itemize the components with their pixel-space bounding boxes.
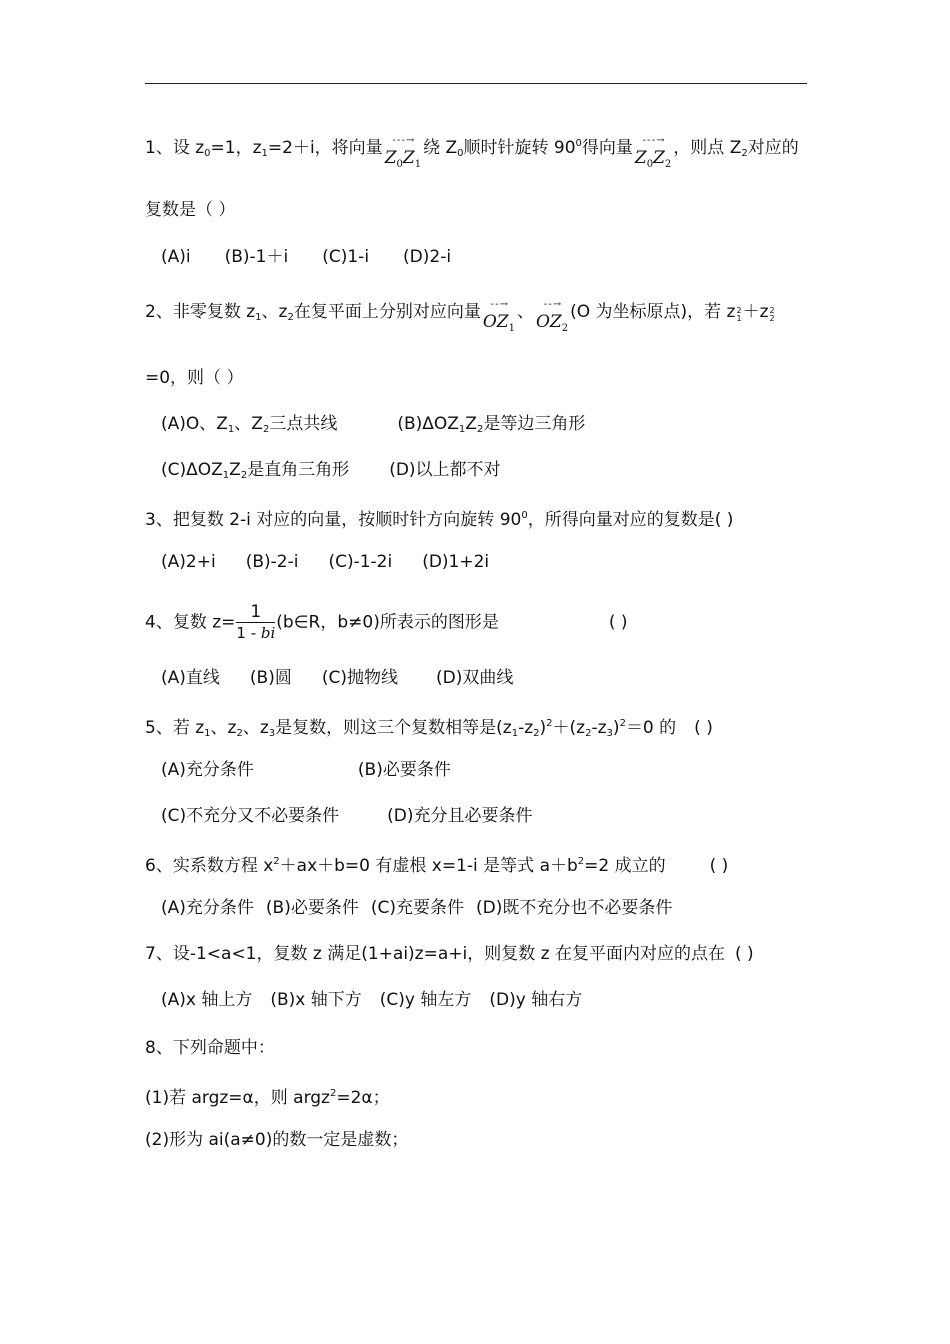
question-3-stem: 3、把复数 2-i 对应的向量，按顺时针方向旋转 $90^0$，所得向量对应的复数是( )	[145, 510, 734, 530]
option-d: (D)以上都不对	[389, 460, 501, 480]
question-7-stem: 7、设-1<a<1，复数 z 满足(1+ai)z=a+i，则复数 z 在复平面内对应的点在 ( )	[145, 944, 754, 964]
option-d: (D)2-i	[403, 247, 452, 267]
vector-oz1: - - → $OZ_1$	[482, 299, 515, 334]
question-8-item-2: (2)形为 ai(a≠0)的数一定是虚数；	[145, 1130, 409, 1150]
option-a: (A)O、$Z_1$、$Z_2$三点共线	[161, 414, 338, 435]
option-b: (B)必要条件	[357, 760, 451, 780]
option-c: (C)抛物线	[321, 668, 398, 688]
question-5-stem: 5、若 $z_1$、$z_2$、$z_3$是复数，则这三个复数相等是$(z_1-z_2)^2+(z_2-z_3)^2=0$ 的 ( )	[145, 718, 713, 739]
question-2-stem-cont: =0，则（ ）	[145, 368, 244, 388]
option-c: (C)-1-2i	[328, 552, 393, 572]
question-8-item-1: (1)若 argz=α，则 argz$^2$=2α；	[145, 1088, 390, 1108]
option-a: (A)i	[161, 247, 191, 267]
question-4-options	[161, 666, 513, 690]
question-1-stem-cont: 复数是（ ）	[145, 200, 236, 220]
option-b: (B)x 轴下方	[270, 990, 362, 1010]
option-c: (C)1-i	[322, 247, 370, 267]
question-2-stem: 2、非零复数 $z_1$、$z_2$在复平面上分别对应向量 - - → $OZ_1$、 - - → $OZ_2(O$ 为坐标原点)，若 z 2 1 ＋z 2 2	[145, 300, 776, 341]
vector-oz2: - - → $OZ_2$	[535, 299, 569, 334]
option-b: (B)-1＋i	[224, 247, 289, 267]
option-a: (A)充分条件	[161, 760, 254, 780]
option-c: (C)充要条件	[370, 898, 464, 918]
option-b: (B)必要条件	[265, 898, 359, 918]
option-d: (D)双曲线	[435, 668, 514, 688]
option-a: (A)直线	[161, 668, 220, 688]
option-a: (A)x 轴上方	[161, 990, 253, 1010]
question-8-title: 8、下列命题中：	[145, 1038, 275, 1058]
option-b: (B)-2-i	[245, 552, 299, 572]
option-d: (D)1+2i	[422, 552, 490, 572]
option-b: (B)圆	[249, 668, 292, 688]
question-3-options	[161, 550, 489, 574]
question-2-options-row2	[161, 458, 501, 488]
question-6-options	[161, 896, 672, 920]
option-a: (A)充分条件	[161, 898, 254, 918]
option-d: (D)y 轴右方	[489, 990, 583, 1010]
question-5-options-row1	[161, 758, 451, 782]
option-b: $(B)\Delta OZ_1Z_2$是等边三角形	[397, 414, 586, 435]
option-c: $(C)\Delta OZ_1Z_2$是直角三角形	[161, 460, 350, 481]
question-1-stem: 1、设 $z_0=1$，$z_1=2+i$，将向量 - - - → $Z_0Z_1$绕 $Z_0$顺时针旋转 $90^0$得向量 - - - → $Z_0Z_2$，则点 $Z_2$对应的	[145, 132, 799, 177]
option-c: (C)不充分又不必要条件	[161, 806, 340, 826]
question-4-stem: 4、复数 z= $\frac{1}{1 - bi}$ (b∈R，b≠0)所表示的图形是 ( )	[145, 602, 628, 642]
question-2-options-row1	[161, 412, 585, 442]
question-1-options	[161, 245, 451, 269]
option-d: (D)既不充分也不必要条件	[475, 898, 673, 918]
option-a: (A)2+i	[161, 552, 216, 572]
vector-z0z2: - - - → $Z_0Z_2$	[634, 135, 672, 170]
fraction: $\frac{1}{1 - bi}$	[236, 602, 276, 642]
question-7-options	[161, 988, 582, 1012]
question-6-stem: 6、实系数方程 $x^2+ax+b=0$ 有虚根 x=1-i 是等式 $a+b^2=2$ 成立的 ( )	[145, 856, 729, 876]
option-d: (D)充分且必要条件	[387, 806, 533, 826]
vector-z0z1: - - - → $Z_0Z_1$	[384, 135, 422, 170]
header-rule	[145, 83, 807, 84]
option-c: (C)y 轴左方	[379, 990, 472, 1010]
question-5-options-row2	[161, 804, 533, 828]
